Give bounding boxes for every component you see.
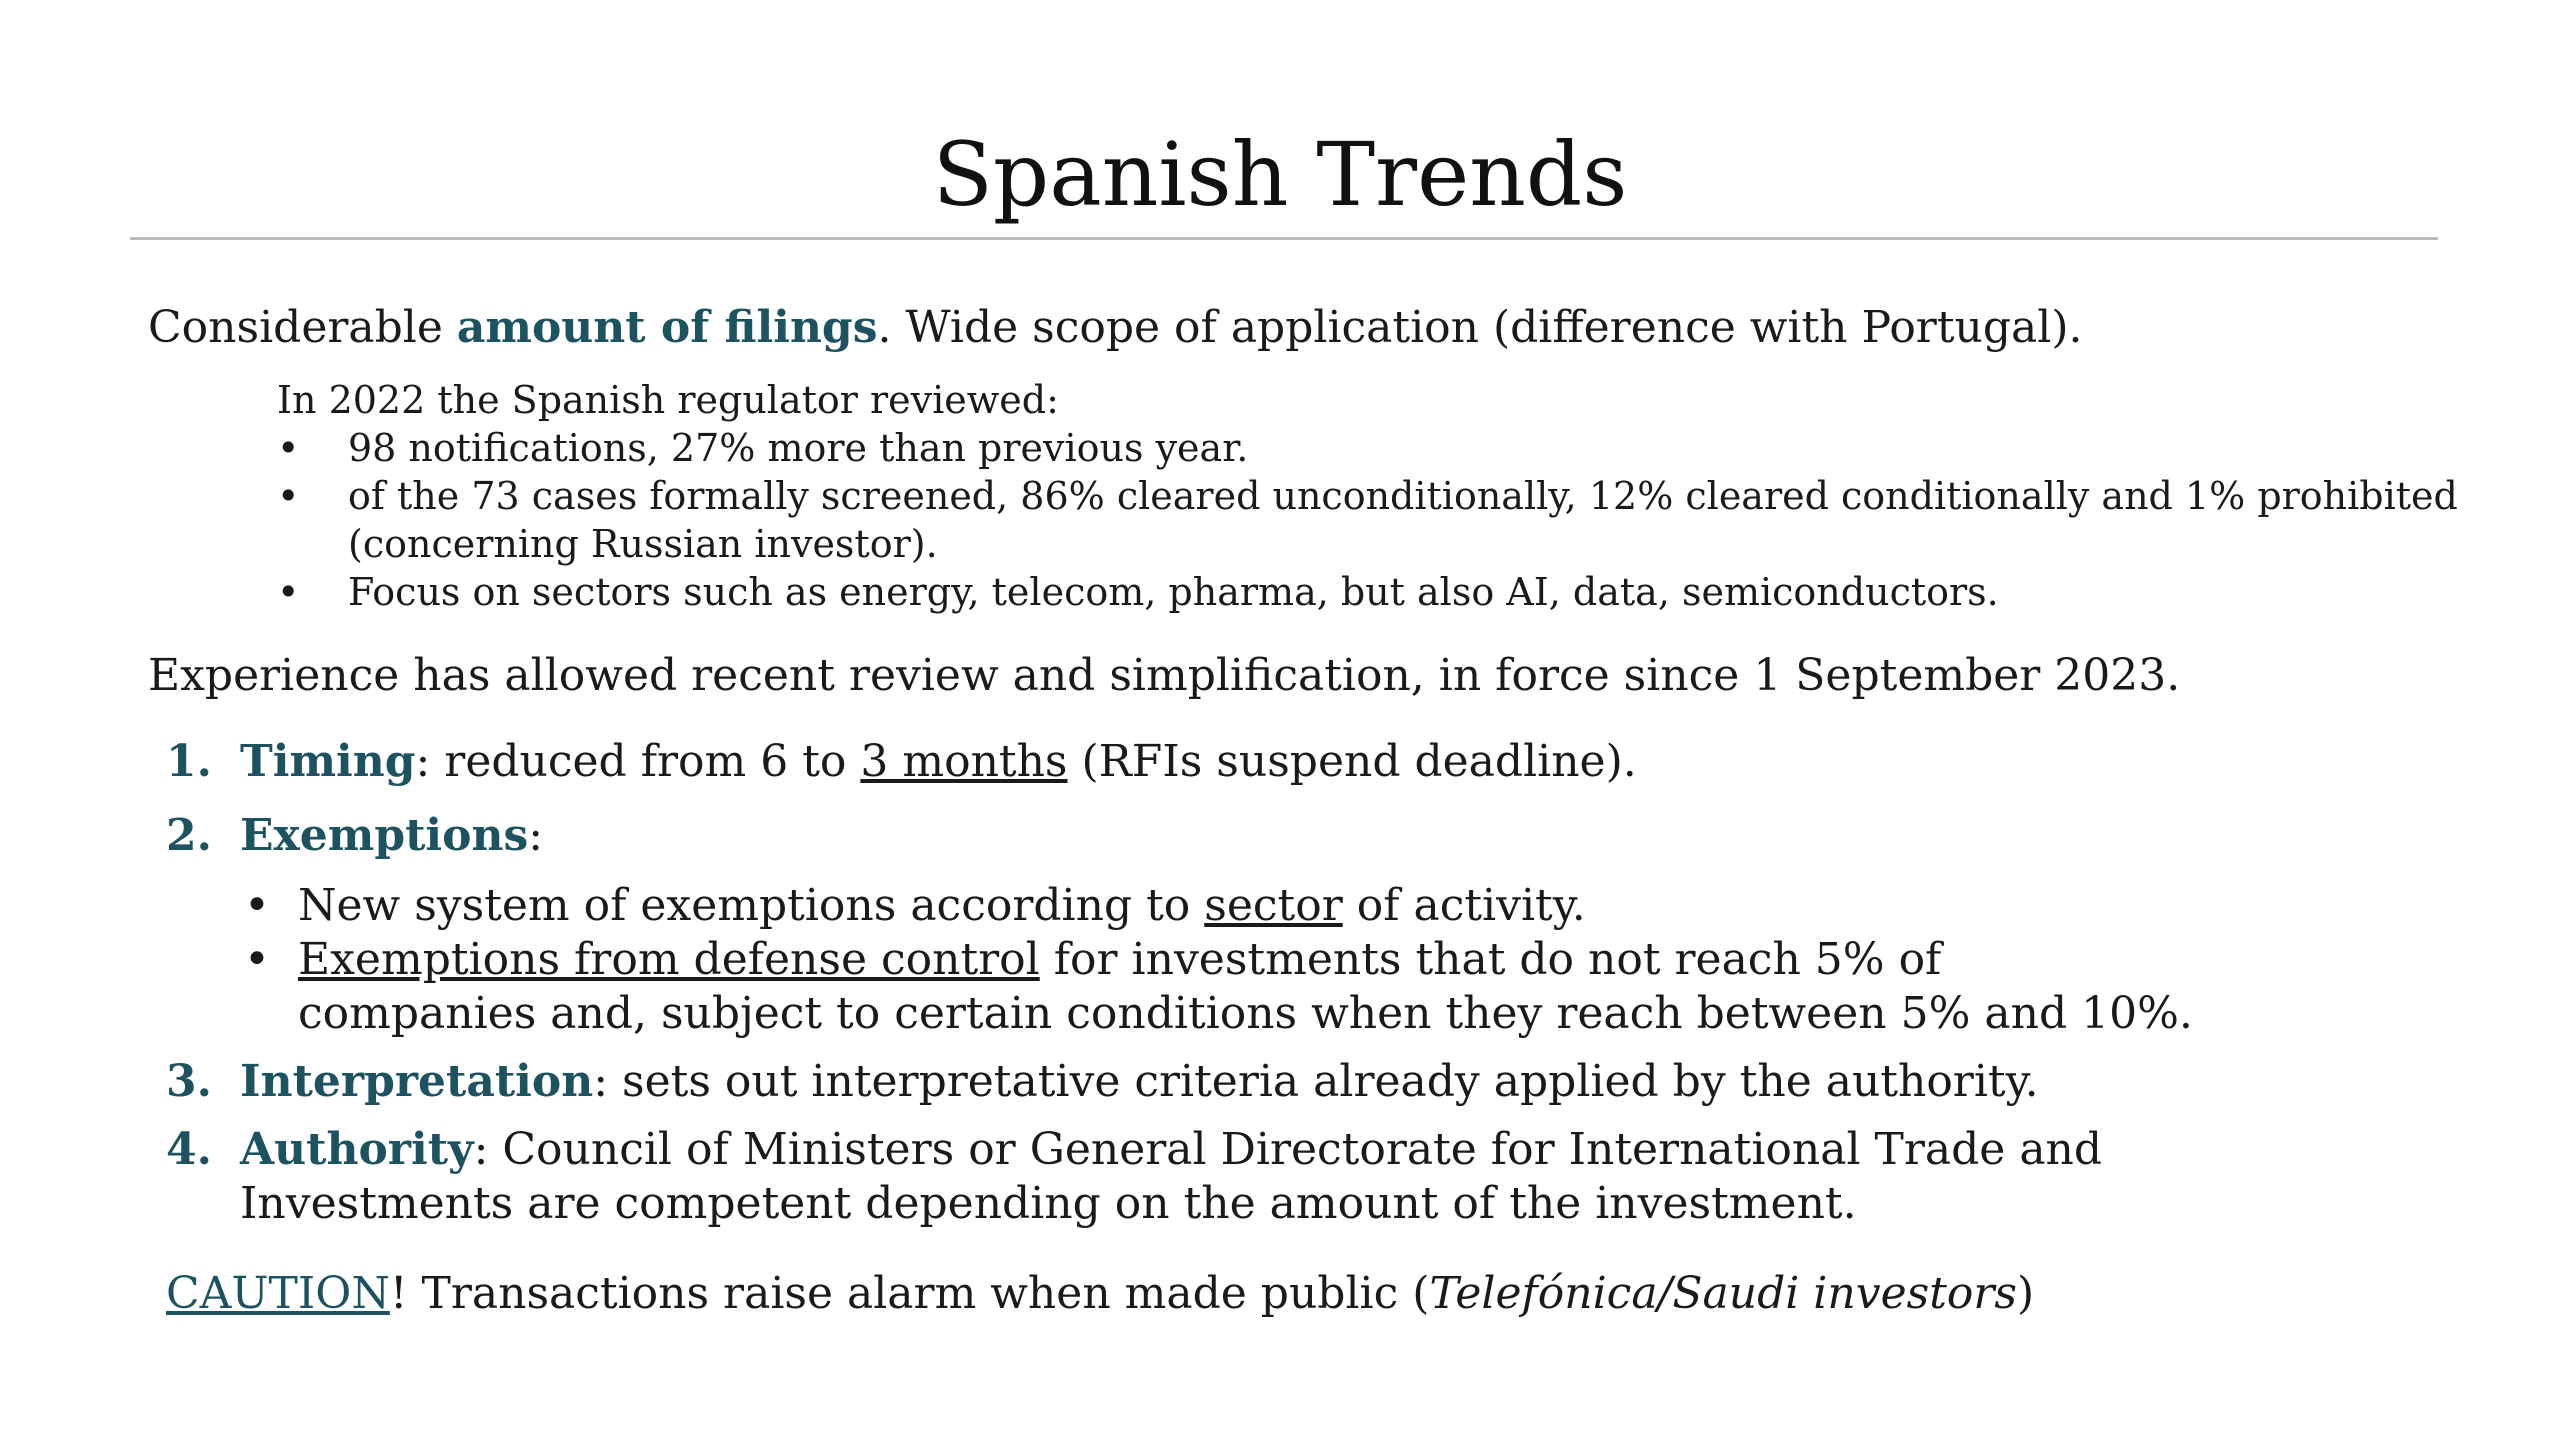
item-label: Interpretation: [240, 1056, 594, 1107]
sub-text: of activity.: [1342, 880, 1586, 931]
intro-suffix: . Wide scope of application (difference with Portugal).: [877, 302, 2083, 353]
item-text: (RFIs suspend deadline).: [1067, 736, 1637, 787]
item-interpretation: [240, 1054, 2039, 1110]
bullet-glyph: •: [244, 934, 270, 985]
underlined-text: 3 months: [860, 736, 1068, 787]
item-authority-cont: Investments are competent depending on the amount of the investment.: [240, 1178, 1857, 1229]
item-number: 3.: [166, 1056, 212, 1107]
intro-line: [148, 300, 2082, 356]
stats-bullet-3: Focus on sectors such as energy, telecom, pharma, but also AI, data, semiconductors.: [348, 570, 1999, 614]
exemption-sub-1: [298, 878, 1586, 934]
item-label: Exemptions: [240, 810, 529, 861]
item-exemptions: [240, 808, 543, 864]
exemption-sub-2: [298, 932, 1941, 988]
caution-link[interactable]: CAUTION: [166, 1268, 390, 1319]
exemption-sub-2-cont: companies and, subject to certain conditions when they reach between 5% and 10%.: [298, 988, 2193, 1039]
caution-line: [166, 1266, 2034, 1322]
stats-bullet-2-cont: (concerning Russian investor).: [348, 522, 938, 566]
underlined-text: Exemptions from defense control: [298, 934, 1040, 985]
item-text: : reduced from 6 to: [415, 736, 861, 787]
item-label: Authority: [240, 1124, 474, 1175]
bullet-glyph: •: [277, 474, 300, 518]
item-number: 2.: [166, 810, 212, 861]
experience-line: Experience has allowed recent review and simplification, in force since 1 September 2023.: [148, 650, 2181, 701]
item-number: 1.: [166, 736, 212, 787]
bullet-glyph: •: [277, 426, 300, 470]
item-timing: [240, 734, 1637, 790]
item-authority: [240, 1122, 2102, 1178]
bullet-glyph: •: [244, 880, 270, 931]
caution-text: ! Transactions raise alarm when made public (: [389, 1268, 1430, 1319]
item-text: :: [528, 810, 544, 861]
caution-text: ): [2016, 1268, 2035, 1319]
intro-prefix: Considerable: [148, 302, 457, 353]
item-text: : sets out interpretative criteria already applied by the authority.: [593, 1056, 2039, 1107]
stats-lead: In 2022 the Spanish regulator reviewed:: [277, 378, 1059, 422]
intro-highlight: amount of filings: [456, 302, 878, 353]
stats-bullet-2: of the 73 cases formally screened, 86% cleared unconditionally, 12% cleared conditionally and 1% prohibited: [348, 474, 2458, 518]
underlined-text: sector: [1204, 880, 1343, 931]
slide-title: Spanish Trends: [932, 123, 1628, 226]
title-divider: [130, 237, 2438, 240]
stats-bullet-1: 98 notifications, 27% more than previous year.: [348, 426, 1249, 470]
sub-text: New system of exemptions according to: [298, 880, 1205, 931]
item-number: 4.: [166, 1124, 212, 1175]
sub-text: for investments that do not reach 5% of: [1039, 934, 1942, 985]
caution-italic: Telefónica/Saudi investors: [1429, 1268, 2017, 1319]
item-label: Timing: [240, 736, 416, 787]
bullet-glyph: •: [277, 570, 300, 614]
item-text: : Council of Ministers or General Directorate for International Trade and: [473, 1124, 2103, 1175]
